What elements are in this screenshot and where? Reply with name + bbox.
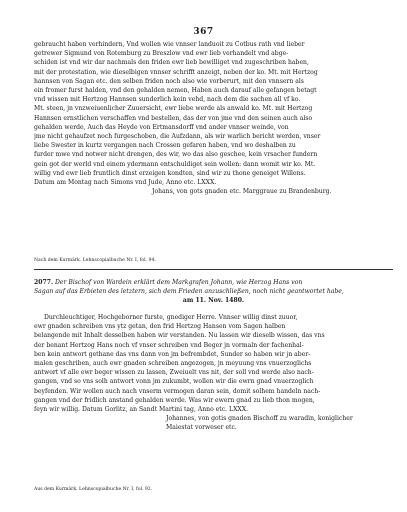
text-line: beyfenden. Wir wollen auch nach vnserm vermogen daran sein, domit solhem handeln nach- — [34, 387, 321, 395]
heading-line: Sagan auf das Erbieten des letztern, sich dem Frieden anzuschließen, noch nicht geantwortet habe, — [34, 288, 344, 296]
text-line: getrewer Sigmund von Rotemburg zu Breszlow vnd ewr lieb verhandelt vnd abge- — [34, 50, 289, 58]
text-line: malen geschriben, auch ewr gnaden schreiben angezogen, jn meyuung vns vnuerzoglichs — [34, 360, 312, 368]
text-line: mit der protestation, wie dieselbigen vnnser schrifft anzeigt, neben der ko. Mt. mit Hertzog — [34, 68, 318, 76]
heading-text: Der Bischof von Wardein erklärt dem Markgrafen Johann, wie Herzog Hans von — [55, 279, 303, 286]
text-line: vnd wissen mit Hertzog Hannsen sunderlich kein vehd, nach dem die sachen all vf ko. — [34, 96, 301, 104]
signature: Johans, von gots gnaden etc. Marggraue zu Brandenburg. — [152, 188, 332, 196]
letter-body-2 — [34, 313, 393, 433]
text-line: gein got der werld vnd einem ydermann entschuldiget sein wollen: dann womit wir ko. Mt. — [34, 160, 316, 168]
letter-body-1 — [34, 40, 393, 196]
text-line: furder mwe vnd notwer nicht drengen, des wir, wo das also geschee, kein vrsacher fundern — [34, 151, 318, 159]
text-line: liebe Swester in kurtz vergangen nach Crossen gefaren haben, vnd wo deshalben zu — [34, 142, 296, 150]
heading-line — [34, 278, 393, 287]
signature: Johannes, von gotis gnaden Bischoff zu waradin, koniglicher — [166, 415, 353, 423]
document-heading — [34, 278, 393, 306]
text-line: ein fromer furst halden, vnd den gehalden nemen, Haben auch darauf alle gefangen betagt — [34, 87, 317, 95]
text-line: schiden ist vnd wir dar nachmals den friden ewr lieb bewilliget vnd zugeschriben haben, — [34, 59, 309, 67]
text-line: gangen, vnd so vns solh antwort vonn jm zukumbt, wollen wir die ewrn gnad vnuerzoglich — [34, 378, 314, 386]
document-number: 2077. — [34, 279, 54, 286]
text-line: feyn wir willig. Datum Gorlitz, an Sandt Martini tag, Anno etc. LXXX. — [34, 406, 249, 414]
text-line: Hannsen ernstlichen verschaffen vnd bestellen, das der von jme vnd den seinen auch also — [34, 114, 313, 122]
source-note: Nach dem Kurmärk. Lehnscopialbuche Nr. I, fol. 94. — [34, 258, 156, 263]
page-number: 367 — [193, 27, 214, 37]
text-line: ewr gnaden schreiben vns ytz getan, den frid Hertzog Hansen vom Sagen halben — [34, 323, 286, 331]
text-line: willig vnd ewr lieb fruntlich dinst erzeigen kondten, sind wir zu thone geneiget Willens. — [34, 169, 306, 177]
text-line: antwort vf alle ewr beger wissen zu lassen, Zweiuelt vns nit, der soll vnd werde also nach- — [34, 369, 314, 377]
text-line: der benant Hertzog Hans noch vf vnser schreiben vnd Beger jn vormaln der fachenhal- — [34, 341, 304, 349]
source-note: Aus dem Kurmärk. Lehnscopialbuche Nr. I, fol. 92. — [34, 487, 153, 492]
text-line: jme nicht gehaufzet noch furgeschoben, die Aufzdann, als wir warlich bericht werden, vnser — [34, 133, 321, 141]
text-line: gebraucht haben verhindern, Vnd wollen wie vnnser landuoit zu Cotbus rath vnd lieber — [34, 41, 305, 48]
heading-date: am 11. Nov. 1480. — [182, 297, 245, 305]
text-line: hannsen von Sagan etc. den selben friden noch also wie vorberurt, mit den vnnsern als — [34, 77, 304, 85]
signature-title: Maiestat vorweser etc. — [166, 424, 237, 432]
text-line: belangende mit Inhalt desselben haben wir verstanden. Nu lassen wir dieselb wissen, das vns — [34, 332, 325, 340]
text-line: ben kein antwort gethane das vns dann von jm befrembdet, Sunder so haben wir jn aber- — [34, 350, 311, 358]
text-line: gangen vnd der fridlich anstand gehalden werde. Was wir ewern gnad zu lieb thon mogen, — [34, 396, 315, 404]
text-line: Durchleuchtiger, Hochgeborner furste, gnediger Herre. Vnnser willig dinst zuuor, — [44, 314, 298, 321]
section-divider — [34, 269, 393, 270]
text-line: Datum am Montag nach Simons vnd Jude, Anno etc. LXXX. — [34, 179, 217, 187]
text-line: Mt. steen, jn vnzweiuenlicher Zuuersicht, ewr liebe werde als anwald ko. Mt. mit Hertzog — [34, 105, 313, 113]
text-line: gehalden werde, Auch das Heyde von Ertmansdorff vnd ander vnnser weinde, von — [34, 123, 289, 131]
